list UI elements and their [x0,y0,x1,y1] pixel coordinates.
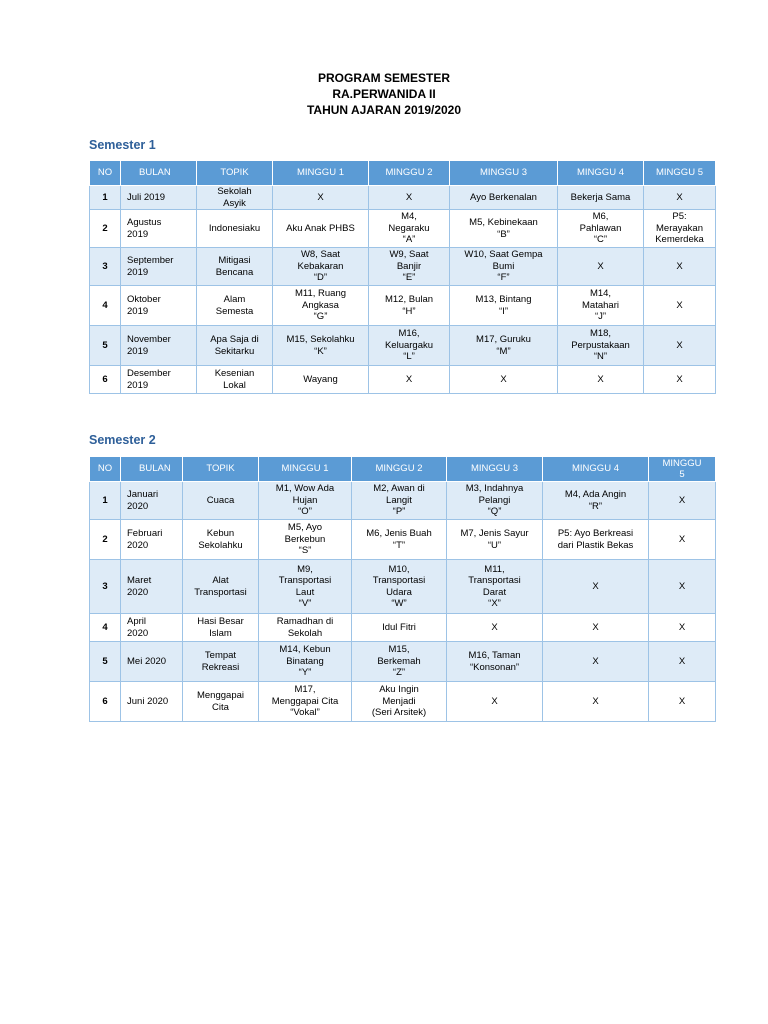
semester-2-table [89,456,716,722]
column-header: BULAN [121,161,197,186]
table-cell: M5, Ayo Berkebun “S” [259,520,352,560]
table-cell: X [543,642,649,682]
table-cell: M9, Transportasi Laut “V” [259,560,352,614]
table-row [90,614,716,642]
table-cell: Indonesiaku [197,210,273,248]
table-cell: X [543,682,649,722]
table-cell: X [369,186,450,210]
table-cell: Idul Fitri [352,614,447,642]
table-row [90,560,716,614]
column-header: MINGGU 3 [450,161,558,186]
table-cell: Tempat Rekreasi [183,642,259,682]
column-header: MINGGU 5 [644,161,716,186]
table-cell: X [649,642,716,682]
table-row [90,520,716,560]
table-cell: Mitigasi Bencana [197,248,273,286]
table-cell: Ayo Berkenalan [450,186,558,210]
table-row [90,482,716,520]
table-cell: Sekolah Asyik [197,186,273,210]
table-cell: 6 [90,682,121,722]
table-cell: 2 [90,210,121,248]
table-row [90,682,716,722]
table-cell: Oktober 2019 [121,286,197,326]
table-cell: X [644,366,716,394]
table-cell: Januari 2020 [121,482,183,520]
table-cell: X [649,520,716,560]
table-cell: Desember 2019 [121,366,197,394]
table-cell: X [649,614,716,642]
table-cell: M5, Kebinekaan “B” [450,210,558,248]
column-header: MINGGU 4 [558,161,644,186]
table-cell: Juli 2019 [121,186,197,210]
table-cell: Juni 2020 [121,682,183,722]
table-cell: X [644,286,716,326]
table-cell: W8, Saat Kebakaran “D” [273,248,369,286]
table-cell: Bekerja Sama [558,186,644,210]
table-cell: M3, Indahnya Pelangi “Q” [447,482,543,520]
table-cell: M4, Ada Angin “R” [543,482,649,520]
table-row [90,642,716,682]
table-cell: X [558,366,644,394]
table-cell: M4, Negaraku “A” [369,210,450,248]
column-header: MINGGU 2 [369,161,450,186]
table-cell: M7, Jenis Sayur “U” [447,520,543,560]
table-cell: M18, Perpustakaan “N” [558,326,644,366]
table-cell: W10, Saat Gempa Bumi “F” [450,248,558,286]
table-cell: X [644,186,716,210]
table-cell: Hasi Besar Islam [183,614,259,642]
table-row [90,210,716,248]
table-cell: X [649,482,716,520]
school-name: RA.PERWANIDA II [332,87,436,101]
column-header: MINGGU 4 [543,457,649,482]
table-cell: 3 [90,248,121,286]
table-cell: 3 [90,560,121,614]
table-cell: Kebun Sekolahku [183,520,259,560]
table-cell: W9, Saat Banjir “E” [369,248,450,286]
table-cell: September 2019 [121,248,197,286]
table-cell: April 2020 [121,614,183,642]
table-cell: Cuaca [183,482,259,520]
table-row [90,326,716,366]
table-cell: M13, Bintang “I” [450,286,558,326]
table-cell: X [543,614,649,642]
table-cell: Maret 2020 [121,560,183,614]
table-cell: Mei 2020 [121,642,183,682]
document-title: PROGRAM SEMESTER [317,71,450,85]
table-cell: M15, Berkemah “Z” [352,642,447,682]
table-cell: Agustus 2019 [121,210,197,248]
table-cell: X [447,614,543,642]
table-cell: P5: Merayakan Kemerdeka [644,210,716,248]
semester-1-table [89,160,716,394]
column-header: MINGGU 2 [352,457,447,482]
table-cell: M12, Bulan “H” [369,286,450,326]
table-row [90,248,716,286]
table-cell: Aku Ingin Menjadi (Seri Arsitek) [352,682,447,722]
column-header: TOPIK [183,457,259,482]
table-cell: M6, Pahlawan “C” [558,210,644,248]
table-row [90,366,716,394]
table-cell: X [649,682,716,722]
table-cell: M17, Menggapai Cita “Vokal” [259,682,352,722]
table-cell: M16, Keluargaku “L” [369,326,450,366]
table-cell: 4 [90,286,121,326]
table-cell: P5: Ayo Berkreasi dari Plastik Bekas [543,520,649,560]
table-cell: 6 [90,366,121,394]
table-cell: X [644,248,716,286]
table-cell: M1, Wow Ada Hujan “O” [259,482,352,520]
column-header: NO [90,457,121,482]
table-cell: X [649,560,716,614]
table-cell: M14, Matahari “J” [558,286,644,326]
column-header: MINGGU 3 [447,457,543,482]
table-cell: M2, Awan di Langit “P” [352,482,447,520]
table-cell: 5 [90,326,121,366]
table-cell: Menggapai Cita [183,682,259,722]
academic-year: TAHUN AJARAN 2019/2020 [306,103,462,117]
table-cell: M15, Sekolahku “K” [273,326,369,366]
table-cell: Februari 2020 [121,520,183,560]
table-cell: M6, Jenis Buah “T” [352,520,447,560]
column-header: BULAN [121,457,183,482]
table-cell: M16, Taman “Konsonan” [447,642,543,682]
table-cell: X [369,366,450,394]
table-cell: 2 [90,520,121,560]
table-header-row [90,161,716,186]
table-cell: 5 [90,642,121,682]
column-header: MINGGU 5 [649,457,716,482]
table-cell: X [447,682,543,722]
column-header: TOPIK [197,161,273,186]
table-cell: M14, Kebun Binatang “Y” [259,642,352,682]
table-cell: Apa Saja di Sekitarku [197,326,273,366]
column-header: NO [90,161,121,186]
table-cell: 1 [90,186,121,210]
table-cell: 4 [90,614,121,642]
column-header: MINGGU 1 [273,161,369,186]
table-cell: Ramadhan di Sekolah [259,614,352,642]
table-cell: M10, Transportasi Udara “W” [352,560,447,614]
table-cell: Aku Anak PHBS [273,210,369,248]
table-cell: X [644,326,716,366]
table-cell: November 2019 [121,326,197,366]
table-row [90,186,716,210]
semester-2-heading: Semester 2 [89,433,156,447]
table-cell: M11, Transportasi Darat “X” [447,560,543,614]
table-header-row [90,457,716,482]
table-row [90,286,716,326]
table-cell: X [558,248,644,286]
table-cell: Wayang [273,366,369,394]
table-cell: Alat Transportasi [183,560,259,614]
table-cell: Kesenian Lokal [197,366,273,394]
semester-1-heading: Semester 1 [89,138,156,152]
table-cell: X [543,560,649,614]
table-cell: X [273,186,369,210]
table-cell: M17, Guruku “M” [450,326,558,366]
column-header: MINGGU 1 [259,457,352,482]
table-cell: 1 [90,482,121,520]
table-cell: M11, Ruang Angkasa “G” [273,286,369,326]
table-cell: X [450,366,558,394]
table-cell: Alam Semesta [197,286,273,326]
